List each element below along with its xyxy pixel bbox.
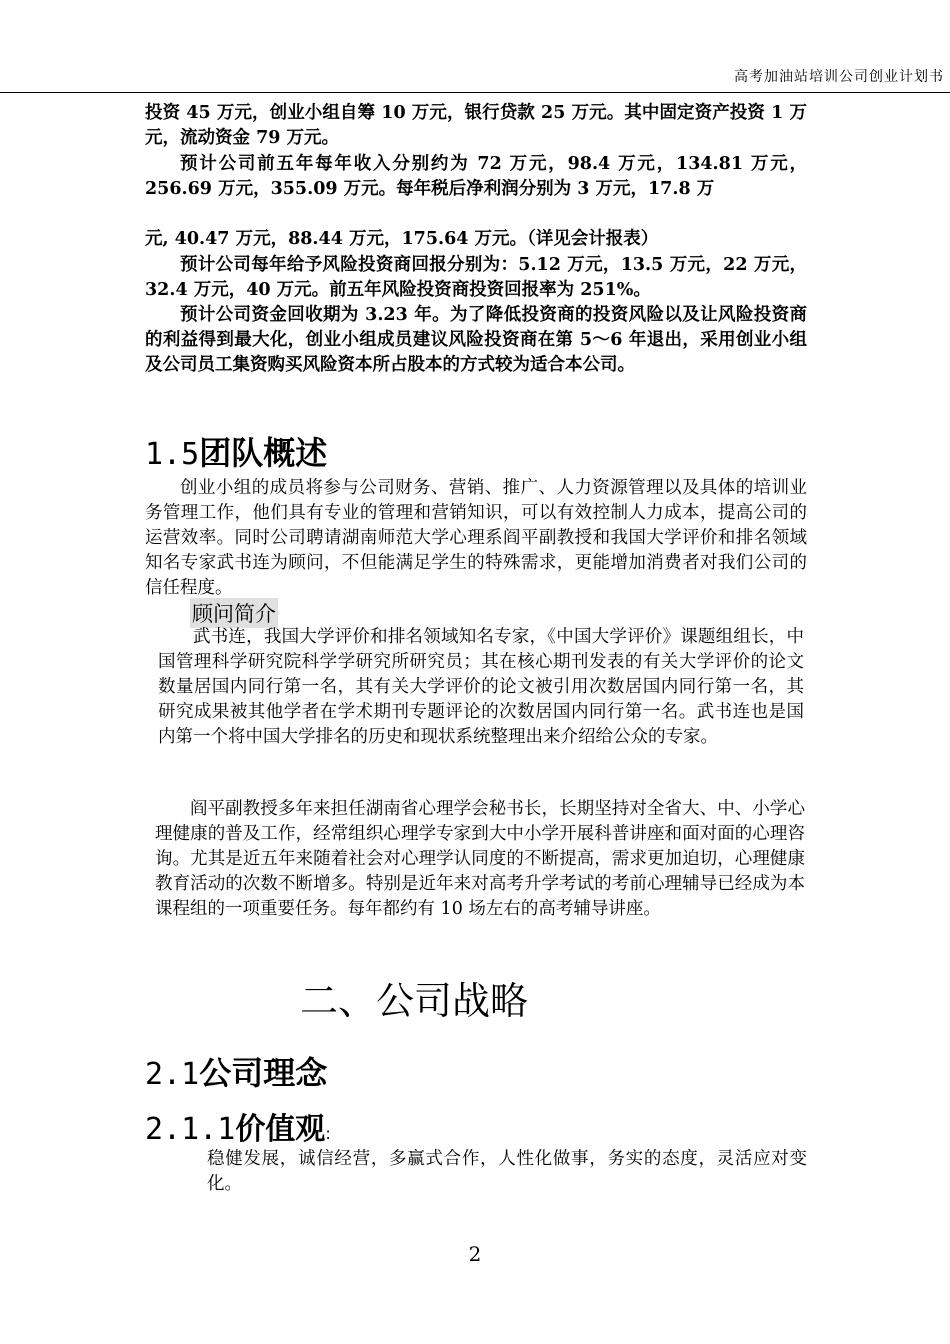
section-number: 2.1 bbox=[145, 1057, 200, 1092]
team-intro-paragraph: 创业小组的成员将参与公司财务、营销、推广、人力资源管理以及具体的培训业务管理工作，他们具有专业的管理和营销知识，可以有效控制人力成本，提高公司的运营效率。同时公司聘请湖南师范大学心理系阎平副教授和我国大学评价和排名领域知名专家武书连为顾问，不但能满足学生的特殊需求，更能增加消费者对我们公司的信任程度。 bbox=[145, 478, 807, 598]
finance-paragraph-2: 预计公司前五年每年收入分别约为 72 万元，98.4 万元，134.81 万元，256.69 万元，355.09 万元。每年税后净利润分别为 3 万元，17.8 万 bbox=[145, 154, 807, 199]
section-number: 1.5 bbox=[145, 437, 200, 472]
subsection-heading-values bbox=[145, 1104, 331, 1148]
chapter-heading-strategy: 二、公司战略 bbox=[300, 979, 529, 1023]
subsection-title: 价值观 bbox=[235, 1112, 326, 1147]
header-divider bbox=[0, 92, 950, 93]
subsection-number: 2.1.1 bbox=[145, 1112, 236, 1147]
section-heading-team-overview bbox=[145, 428, 327, 474]
page-number: 2 bbox=[468, 1242, 482, 1266]
advisor-wu-paragraph: 武书连，我国大学评价和排名领域知名专家，《中国大学评价》课题组组长，中国管理科学研究院科学学研究所研究员；其在核心期刊发表的有关大学评价的论文数量居国内同行第一名，其有关大学评价的论文被引用次数居国内同行第一名，其研究成果被其他学者在学术期刊专题评论的次数居国内同行第一名。武书连也是国内第一个将中国大学排名的历史和现状系统整理出来介绍给公众的专家。 bbox=[158, 627, 804, 747]
advisor-yan-paragraph: 阎平副教授多年来担任湖南省心理学会秘书长，长期坚持对全省大、中、小学心理健康的普及工作，经常组织心理学专家到大中小学开展科普讲座和面对面的心理咨询。尤其是近五年来随着社会对心理学认同度的不断提高，需求更加迫切，心理健康教育活动的次数不断增多。特别是近年来对高考升学考试的考前心理辅导已经成为本课程组的一项重要任务。每年都约有 10 场左右的高考辅导讲座。 bbox=[155, 799, 805, 919]
section-title: 团队概述 bbox=[199, 434, 328, 472]
values-paragraph: 稳健发展，诚信经营，多赢式合作，人性化做事，务实的态度，灵活应对变化。 bbox=[207, 1149, 807, 1194]
finance-paragraph-1: 投资 45 万元，创业小组自筹 10 万元，银行贷款 25 万元。其中固定资产投资 1 万元，流动资金 79 万元。 bbox=[145, 103, 807, 148]
section-heading-philosophy bbox=[145, 1048, 327, 1094]
finance-paragraph-4: 预计公司每年给予风险投资商回报分别为：5.12 万元，13.5 万元，22 万元，32.4 万元，40 万元。前五年风险投资商投资回报率为 251%。 bbox=[145, 255, 807, 300]
subsection-colon: : bbox=[325, 1124, 331, 1143]
finance-paragraph-3: 元, 40.47 万元，88.44 万元，175.64 万元。（详见会计报表） bbox=[145, 229, 659, 249]
document-header-title: 高考加油站培训公司创业计划书 bbox=[734, 69, 944, 85]
advisor-intro-title: 顾问简介 bbox=[190, 598, 278, 628]
finance-paragraph-5: 预计公司资金回收期为 3.23 年。为了降低投资商的投资风险以及让风险投资商的利益得到最大化，创业小组成员建议风险投资商在第 5～6 年退出，采用创业小组及公司员工集资购买风险资本所占股本的方式较为适合本公司。 bbox=[145, 305, 807, 375]
section-title: 公司理念 bbox=[199, 1054, 328, 1092]
